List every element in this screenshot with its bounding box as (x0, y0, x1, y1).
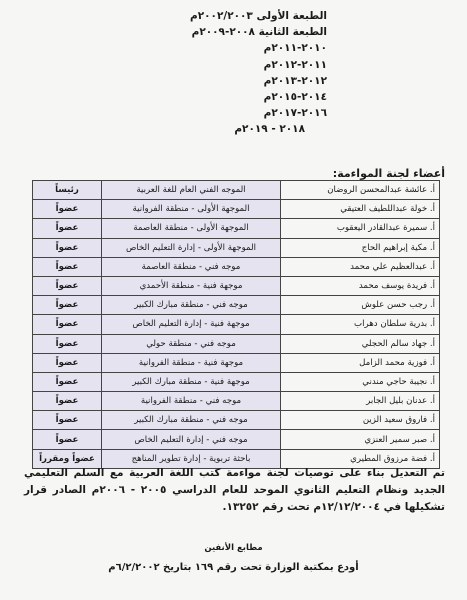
member-name: أ. فريدة يوسف محمد (281, 276, 440, 295)
member-name: أ. نجيبة حاجي مندني (281, 372, 440, 391)
edition-line: ٢٠١٠-٢٠١١م (263, 42, 327, 55)
member-name: أ. جهاد سالم الحجلي (281, 334, 440, 353)
member-role: موجه فني - منطقة العاصمة (102, 257, 281, 276)
member-role: الموجهة الأولى - منطقة العاصمة (102, 219, 281, 238)
table-row (33, 181, 440, 200)
edition-line: ٢٠١١-٢٠١٢م (263, 58, 327, 71)
table-row (33, 430, 440, 449)
member-role: موجهة فنية - منطقة مبارك الكبير (102, 372, 281, 391)
printer-name: مطابع الأنفين (204, 543, 263, 553)
table-row (33, 334, 440, 353)
edition-line: الطبعة الثانية ٢٠٠٨-٢٠٠٩م (191, 26, 327, 39)
member-role: موجه فني - منطقة حولي (102, 334, 281, 353)
member-role: موجهة فنية - منطقة الفروانية (102, 353, 281, 372)
member-status: عضواً (33, 353, 102, 372)
table-row (33, 200, 440, 219)
member-name: أ. فضة مرزوق المطيري (281, 449, 440, 468)
member-name: أ. عدنان بليل الجابر (281, 392, 440, 411)
member-status: عضواً (33, 219, 102, 238)
table-row (33, 315, 440, 334)
member-status: عضواً (33, 200, 102, 219)
edition-line: ٢٠١٨ - ٢٠١٩م (234, 123, 305, 136)
member-name: أ. مكية إبراهيم الحاج (281, 238, 440, 257)
table-row (33, 353, 440, 372)
member-name: أ. بدرية سلطان دهراب (281, 315, 440, 334)
member-status: عضواً (33, 257, 102, 276)
member-role: موجه فني - منطقة مبارك الكبير (102, 411, 281, 430)
member-name: أ. صبر سمير العنزي (281, 430, 440, 449)
member-role: موجه فني - منطقة مبارك الكبير (102, 296, 281, 315)
edition-line: ٢٠١٦-٢٠١٧م (263, 107, 327, 120)
member-status: عضواً (33, 238, 102, 257)
committee-table (32, 180, 440, 469)
member-status: عضواً (33, 430, 102, 449)
member-role: الموجه الفني العام للغة العربية (102, 181, 281, 200)
table-row (33, 238, 440, 257)
member-role: الموجهة الأولى - منطقة الفروانية (102, 200, 281, 219)
member-status: عضواً (33, 411, 102, 430)
member-status: عضواً (33, 392, 102, 411)
member-name: أ. فوزية محمد الزامل (281, 353, 440, 372)
member-name: أ. فاروق سعيد الزين (281, 411, 440, 430)
member-status: عضواً (33, 276, 102, 295)
table-row (33, 372, 440, 391)
member-status: عضواً (33, 315, 102, 334)
member-name: أ. عبدالعظيم علي محمد (281, 257, 440, 276)
member-status: عضواً (33, 372, 102, 391)
amendment-paragraph: تم التعديل بناء على توصيات لجنة مواءمة كتب اللغة العربية مع السلم التعليمي الجديد ونظام التعليم الثانوي الموحد للعام الدراسي ٢٠٠٥ - ٢٠٠٦م الصادر قرار تشكيلها في ١٢/١٢/٢٠٠٤م تحت رقم ١٣٢٥٢. (24, 467, 445, 513)
member-role: موجهة فنية - إدارة التعليم الخاص (102, 315, 281, 334)
edition-line: الطبعة الأولى ٢٠٠٢/٢٠٠٣م (190, 10, 327, 22)
table-row (33, 411, 440, 430)
member-name: أ. عائشة عبدالمحسن الروضان (281, 181, 440, 200)
member-status: عضواً (33, 334, 102, 353)
member-status: رئيساً (33, 181, 102, 200)
table-row (33, 296, 440, 315)
table-row (33, 219, 440, 238)
member-name: أ. رجب حسن علوش (281, 296, 440, 315)
member-role: الموجهة الأولى - إدارة التعليم الخاص (102, 238, 281, 257)
edition-line: ٢٠١٤-٢٠١٥م (263, 91, 327, 104)
table-row (33, 392, 440, 411)
member-status: عضواً ومقرراً (33, 449, 102, 468)
table-row (33, 276, 440, 295)
member-role: موجه فني - منطقة الفروانية (102, 392, 281, 411)
table-row (33, 257, 440, 276)
member-role: موجهة فنية - منطقة الأحمدي (102, 276, 281, 295)
member-name: أ. خولة عبداللطيف العتيقي (281, 200, 440, 219)
member-name: أ. سميرة عبدالقادر اليعقوب (281, 219, 440, 238)
editions-list (147, 8, 327, 138)
member-role: باحثة تربوية - إدارة تطوير المناهج (102, 449, 281, 468)
committee-heading: أعضاء لجنة المواءمة: (332, 167, 445, 180)
member-role: موجه فني - إدارة التعليم الخاص (102, 430, 281, 449)
committee-table-wrap (38, 180, 440, 469)
member-status: عضواً (33, 296, 102, 315)
deposit-statement: أودع بمكتبة الوزارة تحت رقم ١٦٩ بتاريخ ٦/٢/٢٠٠٢م (108, 562, 359, 573)
edition-line: ٢٠١٢-٢٠١٣م (263, 74, 327, 87)
